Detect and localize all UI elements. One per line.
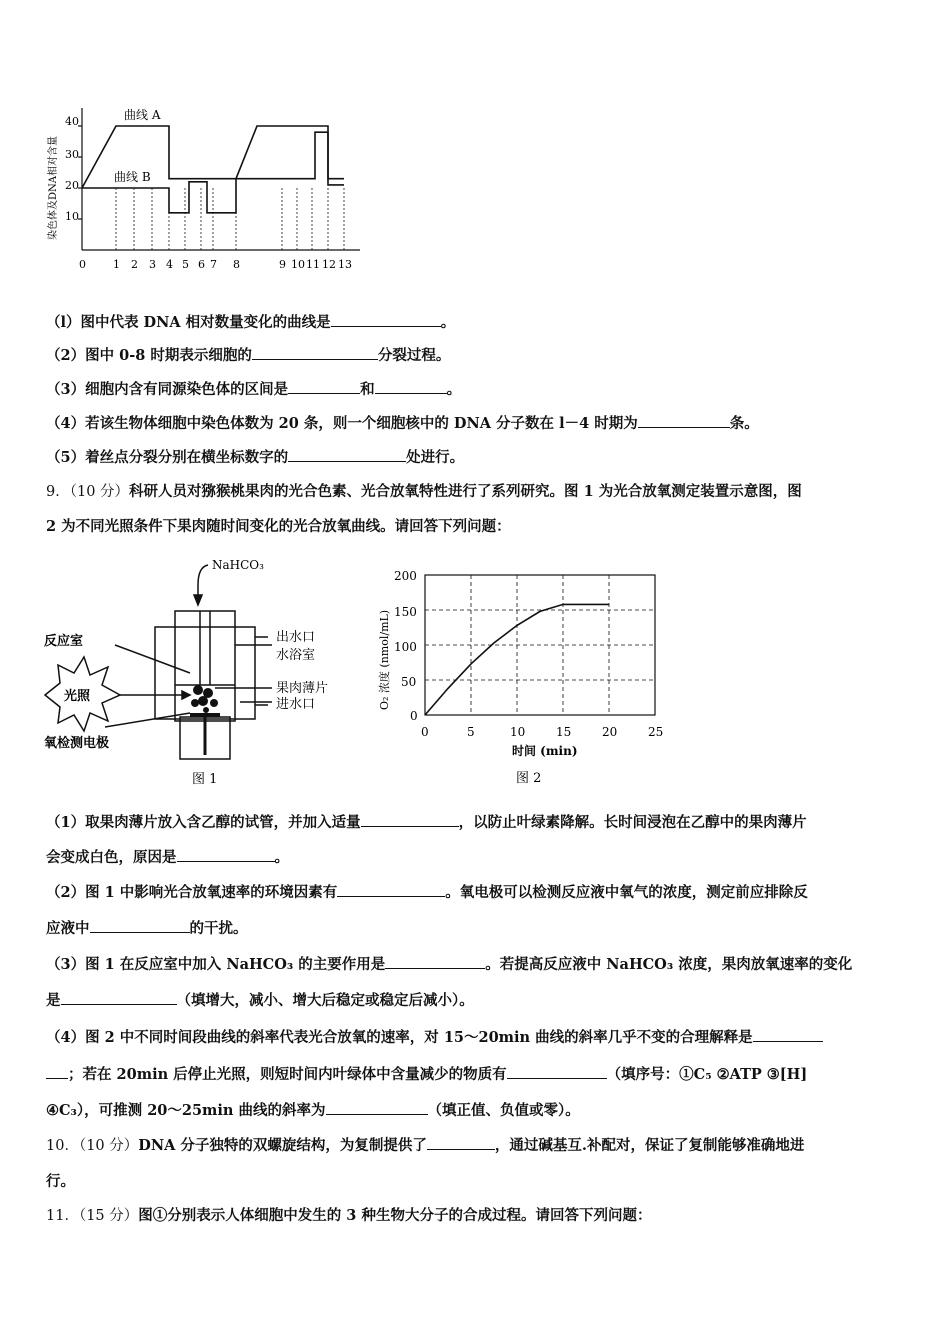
q9-intro-2: 2 为不同光照条件下果肉随时间变化的光合放氧曲线。请回答下列问题： [46,518,511,535]
y-axis-label: O₂ 浓度 (nmol/mL) [378,609,391,710]
c2-xtick-label: 15 [556,725,572,739]
figure1-caption: 图 1 [192,772,218,787]
q9-part-3a: （3）图 1 在反应室中加入 NaHCO₃ 的主要作用是 。若提高反应液中 NaHCO₃ 浓度，果肉放氧速率的变化 [46,956,853,973]
nahco3-label: NaHCO₃ [212,558,264,572]
answer-blank[interactable] [61,990,177,1005]
c1-xtick-label: 13 [338,258,352,271]
answer-blank[interactable] [46,1064,68,1079]
reaction-chamber-label: 反应室 [44,634,84,649]
y-tick-10: 10 [65,210,79,223]
y-tick-20: 20 [65,179,79,192]
figure2-caption: 图 2 [516,771,542,786]
c1-xtick-label: 1 [113,258,120,271]
answer-blank[interactable] [385,954,485,969]
c1-xtick-label: 9 [279,258,286,271]
slices-label: 果肉薄片 [276,681,329,696]
c2-xtick-label: 0 [421,725,429,739]
y-tick-50: 50 [401,675,417,689]
c1-xtick-label: 4 [166,258,173,271]
answer-blank[interactable] [375,379,447,394]
curve-b-label: 曲线 B [114,170,151,184]
answer-blank[interactable] [638,413,730,428]
answer-blank[interactable] [90,918,190,933]
answer-blank[interactable] [507,1064,607,1079]
q10-line-2: 行。 [46,1173,75,1190]
c1-xtick-label: 8 [233,258,240,271]
answer-blank[interactable] [252,345,378,360]
c1-xtick-label: 7 [210,258,217,271]
c2-xtick-label: 20 [602,725,618,739]
y-tick-40: 40 [65,115,79,128]
q11-line-1: 11．（15 分）图①分别表示人体细胞中发生的 3 种生物大分子的合成过程。请回答下列问题： [46,1207,652,1224]
light-label: 光照 [64,689,91,704]
oxygen-concentration-chart [372,560,682,790]
answer-blank[interactable] [361,812,459,827]
q9-part-4a: （4）图 2 中不同时间段曲线的斜率代表光合放氧的速率，对 15～20min 曲线的斜率几乎不变的合理解释是 [46,1027,823,1048]
curve-a-label: 曲线 A [124,108,161,122]
q8-item-5: （5）着丝点分裂分别在横坐标数字的 处进行。 [46,449,465,466]
answer-blank[interactable] [331,312,441,327]
y-tick-100: 100 [394,640,417,654]
c1-xtick-label: 11 [306,258,320,271]
q9-part-2b: 应液中 的干扰。 [46,920,248,937]
q9-part-4b: ；若在 20min 后停止光照，则短时间内叶绿体中含量减少的物质有 （填序号：①C₅ ②ATP ③[H] [46,1064,807,1085]
q8-item-2: （2）图中 0-8 时期表示细胞的 分裂过程。 [46,347,451,364]
c1-xtick-label: 12 [322,258,336,271]
y-tick-30: 30 [65,148,79,161]
c1-xtick-label: 10 [291,258,305,271]
y-tick-150: 150 [394,605,417,619]
q9-part-1a: （1）取果肉薄片放入含乙醇的试管，并加入适量 ，以防止叶绿素降解。长时间浸泡在乙醇中的果肉薄片 [46,814,807,831]
y-tick-0: 0 [410,709,418,723]
y-tick-200: 200 [394,569,417,583]
answer-blank[interactable] [753,1027,823,1042]
c1-xtick-label: 2 [131,258,138,271]
q9-intro-1: 9．（10 分）科研人员对猕猴桃果肉的光合色素、光合放氧特性进行了系列研究。图 1 为光合放氧测定装置示意图，图 [46,483,802,500]
answer-blank[interactable] [177,847,275,862]
c2-xtick-label: 25 [648,725,664,739]
c1-xtick-label: 5 [182,258,189,271]
inlet-label: 进水口 [276,697,316,712]
answer-blank[interactable] [427,1135,495,1150]
c1-xtick-label: 6 [198,258,205,271]
answer-blank[interactable] [288,447,406,462]
q8-item-3: （3）细胞内含有同源染色体的区间是 和 。 [46,381,462,398]
oxygen-apparatus-figure [40,555,360,795]
electrode-label: 氧检测电极 [44,736,110,751]
answer-blank[interactable] [288,379,360,394]
x-axis-label: 时间 (min) [512,744,578,758]
q8-item-4: （4）若该生物体细胞中染色体数为 20 条，则一个细胞核中的 DNA 分子数在 l－4 时期为 条。 [46,415,759,432]
q9-part-2a: （2）图 1 中影响光合放氧速率的环境因素有 。氧电极可以检测反应液中氧气的浓度，测定前应排除反 [46,884,808,901]
answer-blank[interactable] [337,882,445,897]
c2-xtick-label: 5 [467,725,475,739]
y-axis-label: 染色体及DNA相对含量 [48,136,59,240]
c1-xtick-label: 0 [79,258,86,271]
answer-blank[interactable] [326,1100,428,1115]
water-bath-label: 水浴室 [276,648,316,663]
chromosome-dna-chart [40,100,370,280]
c2-xtick-label: 10 [510,725,526,739]
q9-part-3b: 是 （填增大，减小、增大后稳定或稳定后减小）。 [46,992,474,1009]
q9-part-1b: 会变成白色，原因是 。 [46,849,289,866]
outlet-label: 出水口 [276,630,316,645]
c1-xtick-label: 3 [149,258,156,271]
q9-part-4c: ④C₃），可推测 20～25min 曲线的斜率为 （填正值、负值或零）。 [46,1102,580,1119]
q8-item-1: （l）图中代表 DNA 相对数量变化的曲线是 。 [46,314,456,331]
q10-line-1: 10．（10 分）DNA 分子独特的双螺旋结构，为复制提供了 ，通过碱基互.补配对，保证了复制能够准确地进 [46,1137,805,1154]
